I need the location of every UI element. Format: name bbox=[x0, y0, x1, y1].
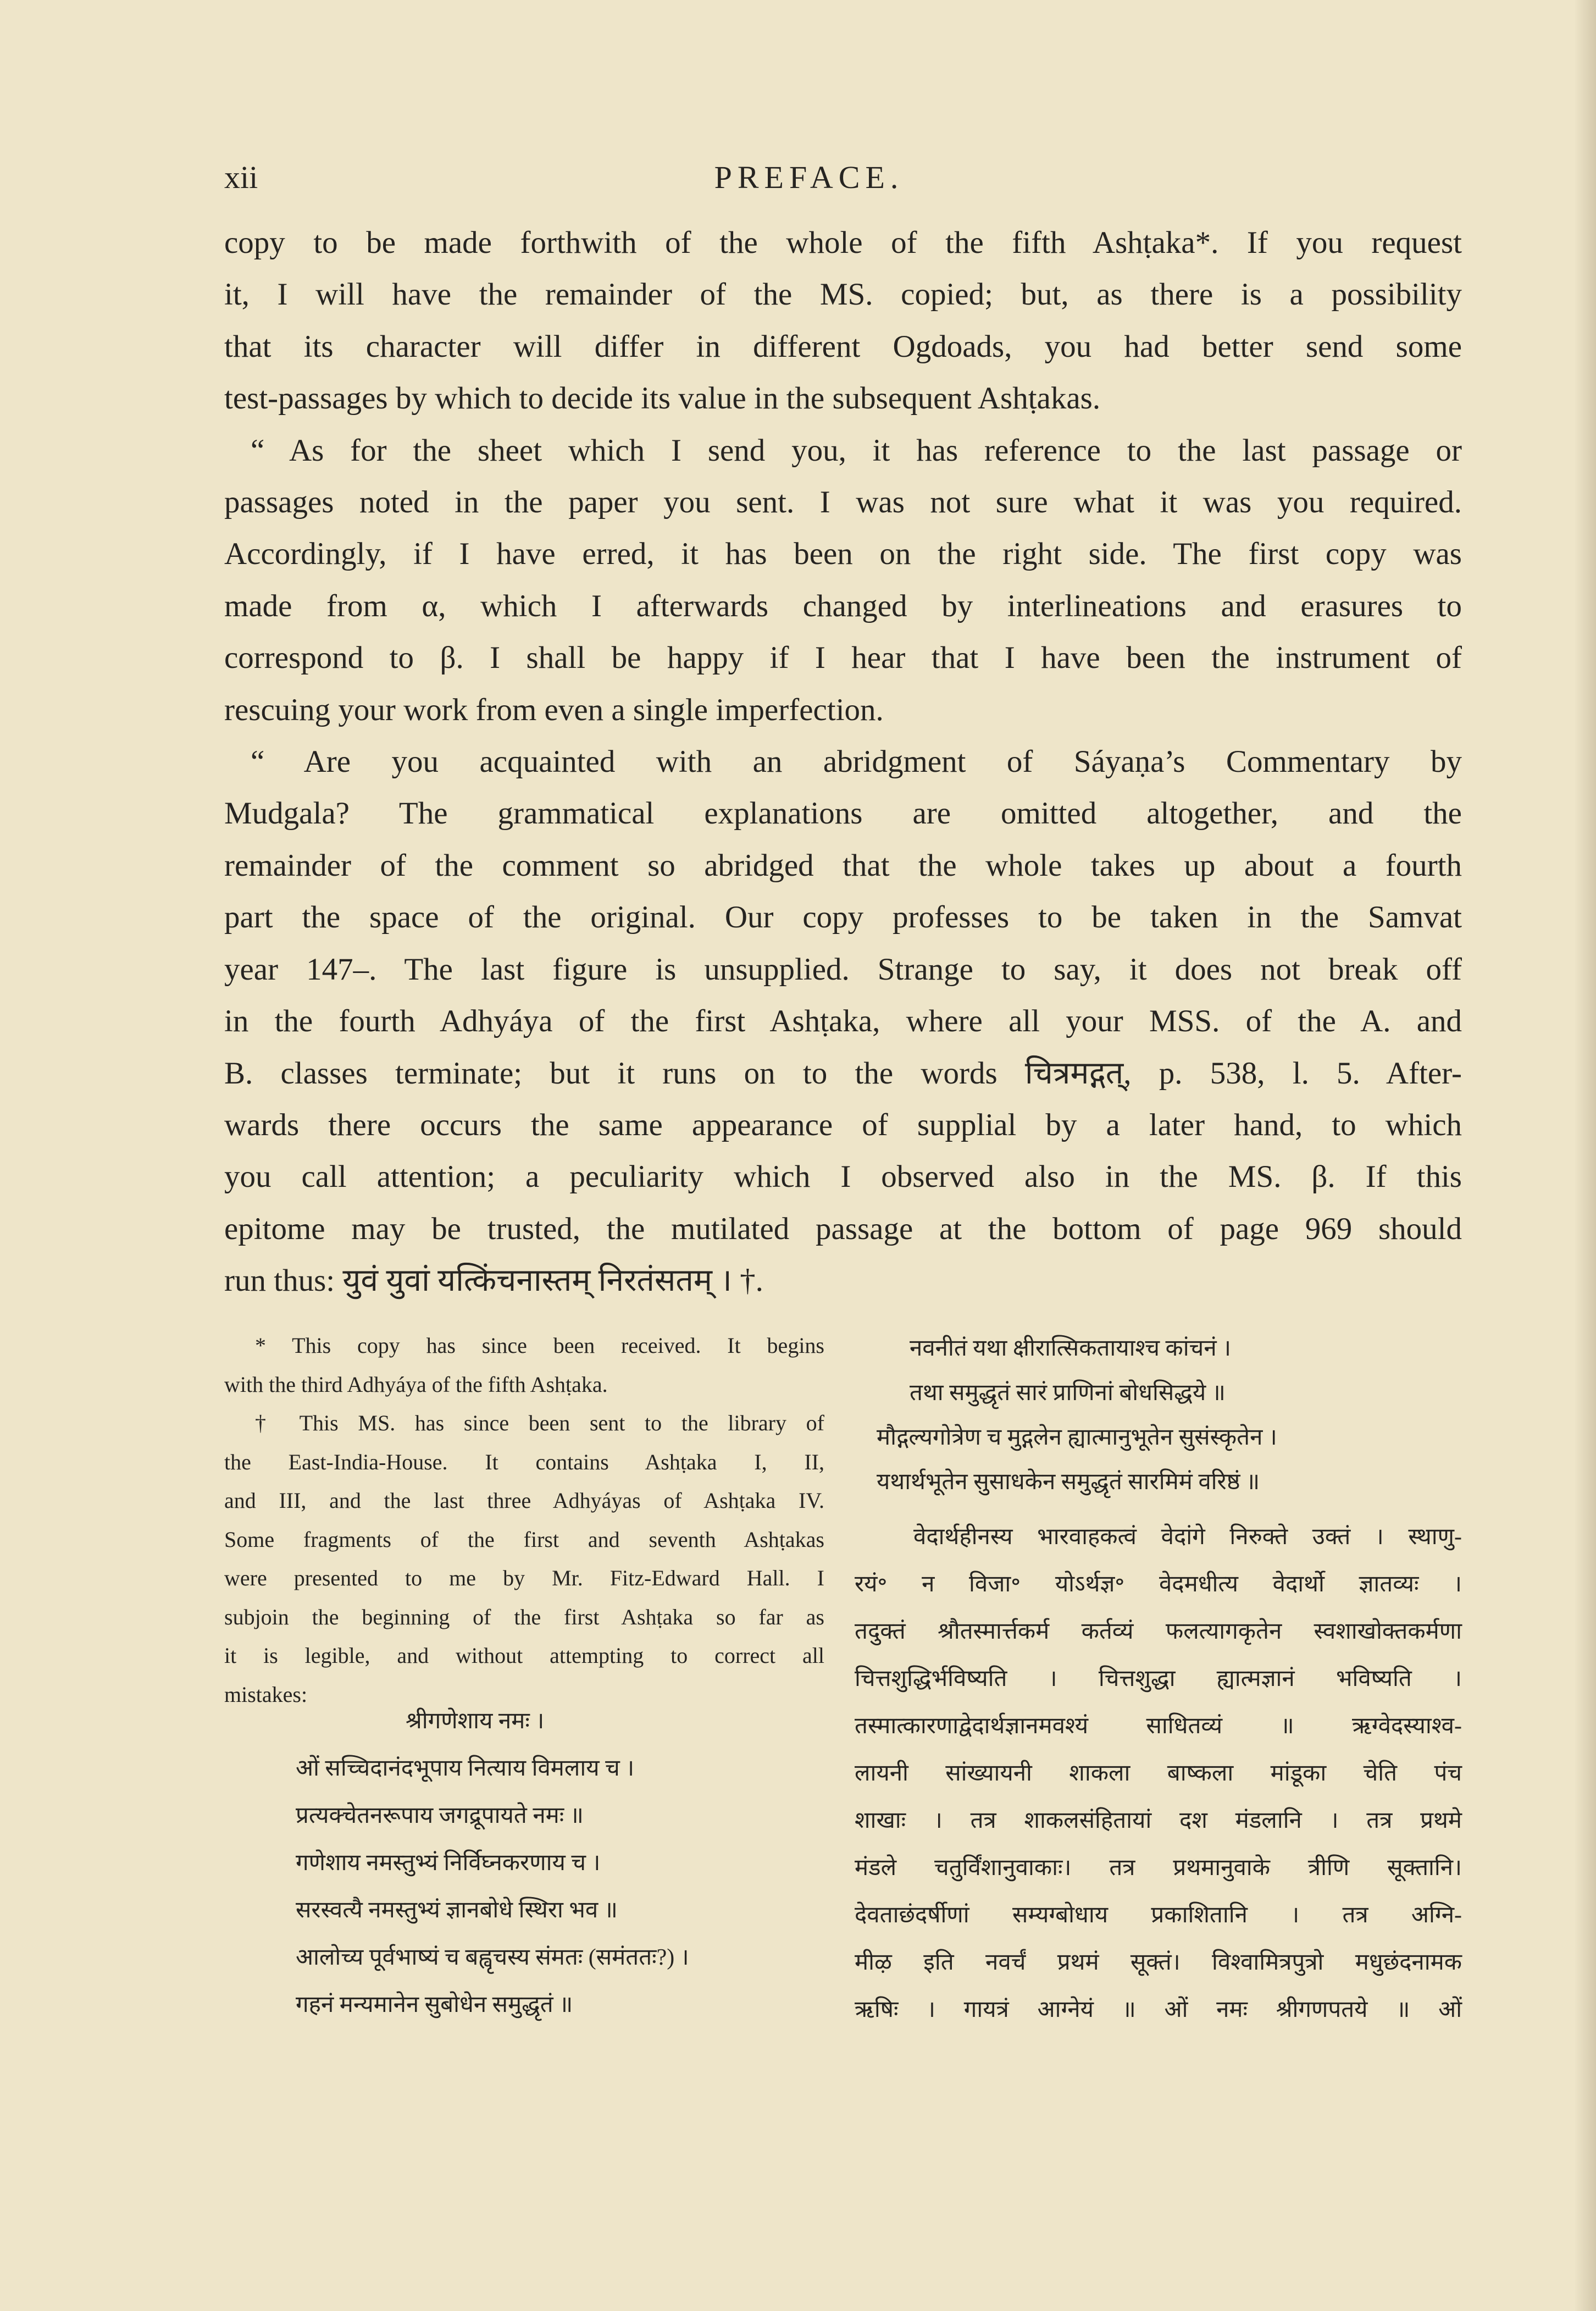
sanskrit-verse-line: आलोच्य पूर्वभाष्यं च बह्वृचस्य संमतः (समंततः?) । bbox=[296, 1945, 689, 1970]
sanskrit-verse-line: नवनीतं यथा क्षीरात्सिकतायाश्च कांचनं । bbox=[910, 1336, 1232, 1361]
running-head-title: PREFACE. bbox=[714, 159, 904, 195]
paragraph-2-line: correspond to β. I shall be happy if I hear that I have been the instrument of bbox=[224, 640, 1462, 676]
sanskrit-prose-line: मीऴ इति नवर्चं प्रथमं सूक्तं। विश्वामित्रपुत्रो मधुछंदनामक bbox=[855, 1950, 1462, 1975]
paragraph-1-line: that its character will differ in different Ogdoads, you had better send some bbox=[224, 329, 1462, 364]
paragraph-3-line: B. classes terminate; but it runs on to the words चित्रमद्गत्, p. 538, l. 5. After- bbox=[224, 1055, 1462, 1091]
sanskrit-verse-line: गणेशाय नमस्तुभ्यं निर्विघ्नकरणाय च । bbox=[296, 1850, 601, 1876]
paragraph-2-line: passages noted in the paper you sent. I was not sure what it was you required. bbox=[224, 485, 1462, 520]
footnote-2-line: subjoin the beginning of the first Ashṭaka so far as bbox=[224, 1604, 824, 1629]
sanskrit-invocation-left bbox=[224, 1698, 824, 2028]
paragraph-3-line: remainder of the comment so abridged that the whole takes up about a fourth bbox=[224, 848, 1462, 883]
paragraph-3-line: part the space of the original. Our copy professes to be taken in the Samvat bbox=[224, 900, 1462, 935]
sanskrit-prose-line: चित्तशुद्धिर्भविष्यति । चित्तशुद्धा ह्यात्मज्ञानं भविष्यति । bbox=[855, 1666, 1462, 1691]
footnote-2-line: † This MS. has since been sent to the library of bbox=[255, 1411, 824, 1435]
sanskrit-verse-right bbox=[855, 1326, 1462, 1505]
sanskrit-prose-line: मंडले चतुर्विंशानुवाकाः। तत्र प्रथमानुवाके त्रीणि सूक्तानि। bbox=[855, 1855, 1462, 1881]
sanskrit-verse-line: यथार्थभूतेन सुसाधकेन समुद्धृतं सारमिमं वरिष्ठं ॥ bbox=[877, 1469, 1260, 1495]
paragraph-2-line: “ As for the sheet which I send you, it has reference to the last passage or bbox=[251, 433, 1462, 468]
footnote-2-line: it is legible, and without attempting to correct all bbox=[224, 1643, 824, 1668]
footnote-2-line: mistakes: bbox=[224, 1682, 308, 1707]
sanskrit-prose-line: लायनी सांख्यायनी शाकला बाष्कला मांडूका चेति पंच bbox=[855, 1761, 1462, 1786]
paragraph-3-line: run thus: युवं युवां यत्किंचनास्तम् निरतंसतम् । †. bbox=[224, 1263, 763, 1298]
paragraph-3-line: epitome may be trusted, the mutilated passage at the bottom of page 969 should bbox=[224, 1211, 1462, 1246]
sanskrit-prose-line: तदुक्तं श्रौतस्मार्त्तकर्म कर्तव्यं फलत्यागकृतेन स्वशाखोक्तकर्मणा bbox=[855, 1619, 1462, 1644]
main-text bbox=[224, 217, 1462, 1307]
sanskrit-verse-line: तथा समुद्धृतं सारं प्राणिनां बोधसिद्धये ॥ bbox=[910, 1380, 1226, 1406]
paragraph-2-line: rescuing your work from even a single imperfection. bbox=[224, 692, 884, 727]
paragraph-1-line: it, I will have the remainder of the MS. copied; but, as there is a possibility bbox=[224, 277, 1462, 312]
sanskrit-prose-line: ऋषिः । गायत्रं आग्नेयं ॥ ओं नमः श्रीगणपतये ॥ ओं bbox=[855, 1997, 1462, 2022]
sanskrit-prose-line: तस्मात्कारणाद्वेदार्थज्ञानमवश्यं साधितव्यं ॥ ऋग्वेदस्याश्व- bbox=[855, 1713, 1462, 1739]
paragraph-1-line: test-passages by which to decide its value in the subsequent Ashṭakas. bbox=[224, 381, 1101, 416]
sanskrit-verse-line: मौद्गल्यगोत्रेण च मुद्गलेन ह्यात्मानुभूतेन सुसंस्कृतेन । bbox=[877, 1425, 1277, 1450]
footnotes bbox=[224, 1326, 824, 1714]
sanskrit-verse-line: गहनं मन्यमानेन सुबोधेन समुद्धृतं ॥ bbox=[296, 1992, 573, 2017]
sanskrit-prose-line: देवताछंदर्षीणां सम्यग्बोधाय प्रकाशितानि । तत्र अग्नि- bbox=[855, 1903, 1462, 1928]
sanskrit-prose-right bbox=[855, 1513, 1462, 2033]
sanskrit-verse-line: सरस्वत्यै नमस्तुभ्यं ज्ञानबोधे स्थिरा भव ॥ bbox=[296, 1898, 618, 1923]
page-edge-shadow bbox=[1574, 0, 1596, 2311]
sanskrit-prose-line: शाखाः । तत्र शाकलसंहितायां दश मंडलानि । तत्र प्रथमे bbox=[855, 1808, 1462, 1833]
paragraph-3-line: in the fourth Adhyáya of the first Ashṭaka, where all your MSS. of the A. and bbox=[224, 1004, 1462, 1039]
footnote-2-line: the East-India-House. It contains Ashṭaka I, II, bbox=[224, 1449, 824, 1474]
paragraph-3-line: year 147–. The last figure is unsupplied. Strange to say, it does not break off bbox=[224, 952, 1462, 987]
invocation-heading: श्रीगणेशाय नमः । bbox=[406, 1709, 545, 1734]
sanskrit-prose-line: रयं॰ न विजा॰ योऽर्थज्ञ॰ वेदमधीत्य वेदार्थो ज्ञातव्यः । bbox=[855, 1572, 1462, 1597]
paragraph-2-line: Accordingly, if I have erred, it has been on the right side. The first copy was bbox=[224, 537, 1462, 572]
footnote-1-line: with the third Adhyáya of the fifth Ashṭaka. bbox=[224, 1372, 608, 1397]
sanskrit-prose-line: वेदार्थहीनस्य भारवाहकत्वं वेदांगे निरुक्ते उक्तं । स्थाणु- bbox=[913, 1524, 1462, 1550]
sanskrit-verse-line: प्रत्यक्चेतनरूपाय जगद्रूपायते नमः ॥ bbox=[296, 1803, 584, 1828]
paragraph-3-line: you call attention; a peculiarity which I observed also in the MS. β. If this bbox=[224, 1159, 1462, 1195]
footnote-2-line: were presented to me by Mr. Fitz-Edward Hall. I bbox=[224, 1566, 824, 1590]
footnote-1-line: * This copy has since been received. It begins bbox=[255, 1333, 824, 1358]
paragraph-3-line: wards there occurs the same appearance of supplial by a later hand, to which bbox=[224, 1107, 1462, 1142]
paragraph-2-line: made from α, which I afterwards changed by interlineations and erasures to bbox=[224, 588, 1462, 623]
sanskrit-verse-line: ओं सच्चिदानंदभूपाय नित्याय विमलाय च । bbox=[296, 1756, 635, 1781]
footnote-2-line: Some fragments of the first and seventh Ashṭakas bbox=[224, 1527, 824, 1552]
footnote-2-line: and III, and the last three Adhyáyas of Ashṭaka IV. bbox=[224, 1488, 824, 1513]
page-number: xii bbox=[224, 159, 258, 195]
paragraph-1-line: copy to be made forthwith of the whole of the fifth Ashṭaka*. If you request bbox=[224, 225, 1462, 260]
paragraph-3-line: Mudgala? The grammatical explanations are omitted altogether, and the bbox=[224, 796, 1462, 831]
paragraph-3-line: “ Are you acquainted with an abridgment of Sáyaṇa’s Commentary by bbox=[251, 744, 1462, 779]
